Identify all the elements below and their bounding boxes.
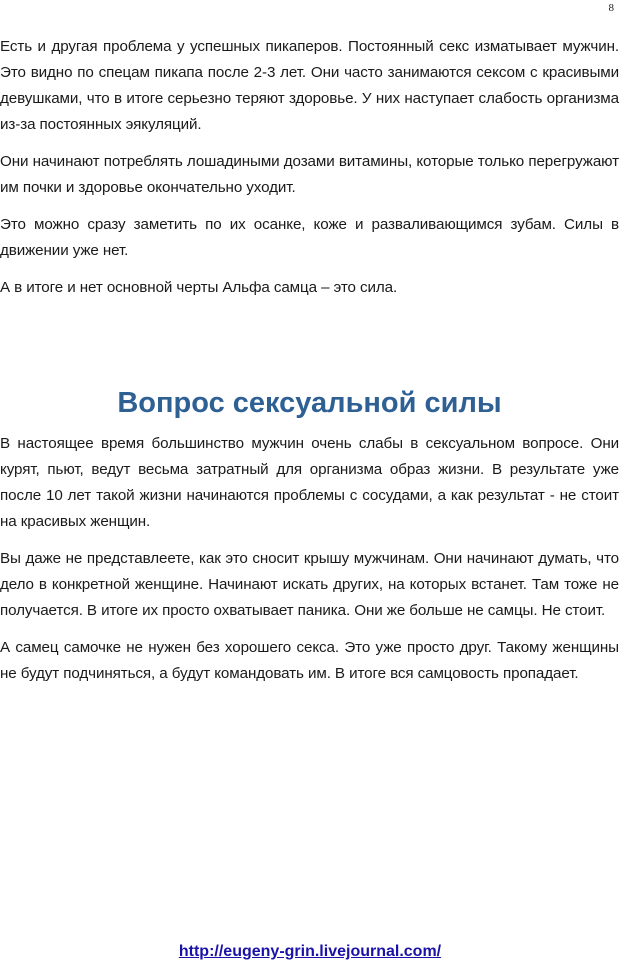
paragraph: Вы даже не представлеете, как это сносит крышу мужчинам. Они начинают думать, что дело в конкретной женщине. Начинают искать других, на которых встанет. Там тоже не получается. В итоге их просто охватывает паника. Они же больше не самцы. Не стоит.: [0, 550, 619, 619]
footer-link[interactable]: http://eugeny-grin.livejournal.com/: [178, 943, 442, 960]
paragraph: Они начинают потреблять лошадиными дозами витамины, которые только перегружают им почки и здоровье окончательно уходит.: [0, 153, 619, 196]
section-heading: Вопрос сексуальной силы: [117, 387, 502, 419]
section-spacer: [0, 312, 619, 383]
paragraph: В настоящее время большинство мужчин очень слабы в сексуальном вопросе. Они курят, пьют, ведут весьма затратный для организма образ жизни. В результате уже после 10 лет такой жизни начинаются проблемы с сосудами, а как результат - не стоит на красивых женщин.: [0, 435, 619, 530]
footer: [0, 943, 620, 961]
paragraph: А самец самочке не нужен без хорошего секса. Это уже просто друг. Такому женщины не будут подчиняться, а будут командовать им. В итоге вся самцовость пропадает.: [0, 639, 619, 682]
document-body: [0, 34, 619, 698]
paragraph: Есть и другая проблема у успешных пикаперов. Постоянный секс изматывает мужчин. Это видно по спецам пикапа после 2-3 лет. Они часто занимаются сексом с красивыми девушками, что в итоге серьезно теряют здоровье. У них наступает слабость организма из-за постоянных эякуляций.: [0, 38, 619, 133]
paragraph: А в итоге и нет основной черты Альфа самца – это сила.: [0, 279, 398, 296]
page-number: 8: [608, 2, 614, 14]
paragraph: Это можно сразу заметить по их осанке, коже и разваливающимся зубам. Силы в движении уже нет.: [0, 216, 619, 259]
